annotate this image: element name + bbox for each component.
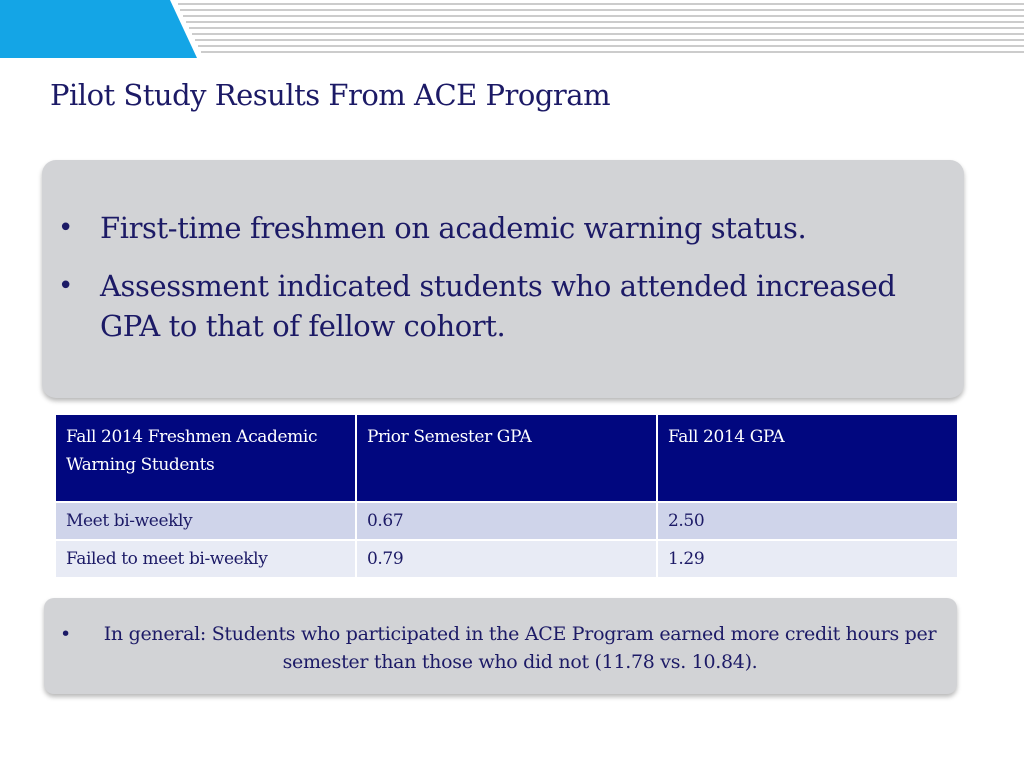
- column-header-fall-gpa: Fall 2014 GPA: [657, 414, 958, 502]
- table-header-row: [55, 414, 958, 502]
- bullet-icon: •: [60, 623, 71, 645]
- bullet-text: First-time freshmen on academic warning status.: [100, 211, 807, 245]
- header-decoration: [0, 0, 1024, 58]
- bullet-item: [58, 208, 938, 248]
- fall-gpa-value: 1.29: [657, 540, 958, 578]
- row-label: Failed to meet bi-weekly: [55, 540, 356, 578]
- bullet-icon: •: [58, 213, 73, 243]
- gpa-table: [54, 413, 959, 579]
- row-label: Meet bi-weekly: [55, 502, 356, 540]
- summary-text: In general: Students who participated in the ACE Program earned more credit hours per semester than those who did not (11.78 vs. 10.84).: [103, 623, 937, 673]
- fall-gpa-value: 2.50: [657, 502, 958, 540]
- bullet-icon: •: [58, 271, 73, 301]
- prior-gpa-value: 0.79: [356, 540, 657, 578]
- bullet-text: Assessment indicated students who attended increased GPA to that of fellow cohort.: [100, 269, 896, 343]
- column-header-prior-gpa: Prior Semester GPA: [356, 414, 657, 502]
- table-row: [55, 502, 958, 540]
- table-row: [55, 540, 958, 578]
- accent-banner: [0, 0, 197, 58]
- slide-title: Pilot Study Results From ACE Program: [50, 78, 611, 112]
- bullet-item: [58, 266, 938, 346]
- bullet-list: [58, 208, 938, 364]
- prior-gpa-value: 0.67: [356, 502, 657, 540]
- header-lines: [178, 4, 1024, 52]
- summary-block: [60, 620, 940, 676]
- column-header-group: Fall 2014 Freshmen Academic Warning Students: [55, 414, 356, 502]
